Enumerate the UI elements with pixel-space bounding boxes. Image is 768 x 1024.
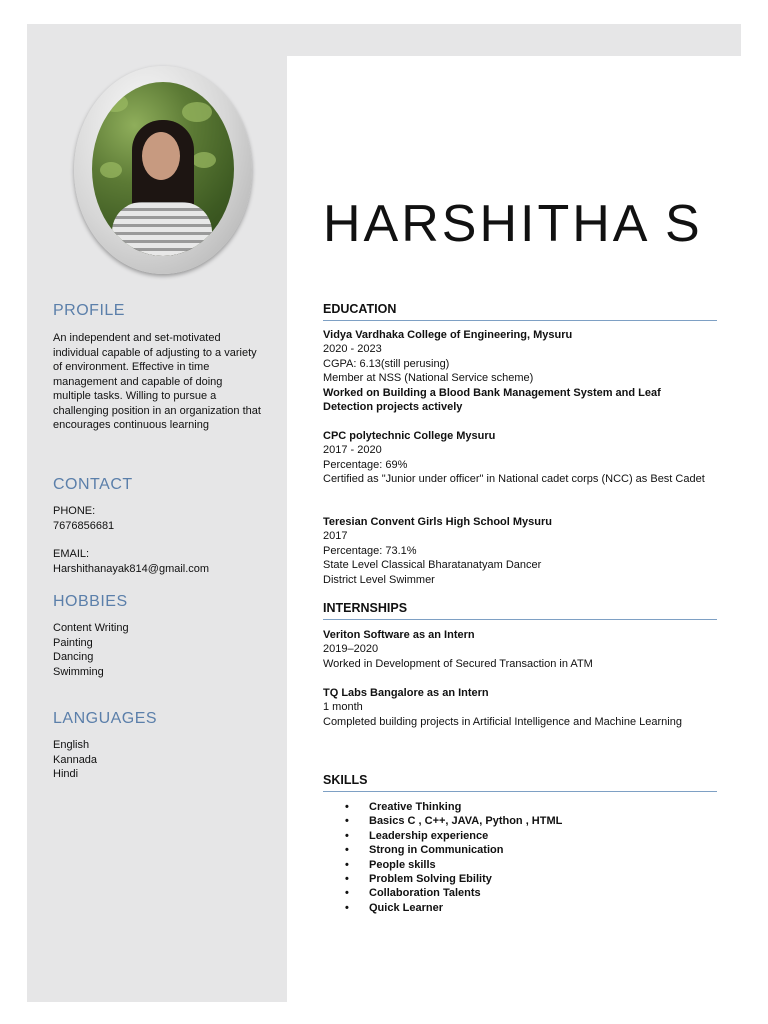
email-value: Harshithanayak814@gmail.com (53, 562, 210, 575)
skill-item: • Creative Thinking (345, 800, 562, 814)
profile-photo (92, 82, 234, 256)
education-line: CGPA: 6.13(still perusing) (323, 357, 450, 370)
hobbies-list (53, 621, 263, 679)
education-line: District Level Swimmer (323, 573, 435, 586)
education-entry (323, 515, 723, 587)
skill-item: • Quick Learner (345, 901, 562, 915)
skill-item: • Basics C , C++, JAVA, Python , HTML (345, 814, 562, 828)
skill-item: • People skills (345, 858, 562, 872)
hobby-item: Content Writing (53, 622, 129, 634)
skill-item: • Leadership experience (345, 829, 562, 843)
school-name: Teresian Convent Girls High School Mysuru (323, 516, 553, 528)
internship-line: 1 month (323, 701, 363, 714)
languages-heading: LANGUAGES (53, 710, 158, 727)
skill-item: • Strong in Communication (345, 843, 562, 857)
skills-list (345, 800, 562, 915)
language-item: Kannada (53, 753, 98, 766)
education-entry (323, 429, 723, 487)
education-line: 2017 - 2020 (323, 444, 382, 457)
education-heading: EDUCATION (323, 302, 717, 321)
contact-block (53, 504, 263, 576)
skills-heading: SKILLS (323, 773, 717, 792)
profile-heading: PROFILE (53, 302, 125, 319)
skill-item: • Problem Solving Ebility (345, 872, 562, 886)
email-label: EMAIL: (53, 548, 90, 560)
phone-value: 7676856681 (53, 519, 115, 532)
education-line: Member at NSS (National Service scheme) (323, 372, 534, 385)
school-name: Vidya Vardhaka College of Engineering, Mysuru (323, 329, 573, 341)
language-item: Hindi (53, 768, 79, 780)
internships-heading: INTERNSHIPS (323, 601, 717, 620)
header-curve (287, 56, 377, 146)
education-line: Percentage: 73.1% (323, 544, 417, 557)
internship-line: Completed building projects in Artificial Intelligence and Machine Learning (323, 715, 682, 728)
language-item: English (53, 739, 90, 751)
hobby-item: Painting (53, 636, 93, 649)
education-line: 2017 (323, 530, 348, 543)
header-band (287, 24, 741, 56)
languages-list (53, 738, 263, 782)
internship-line: 2019–2020 (323, 643, 379, 656)
internship-entry (323, 686, 723, 729)
phone-label: PHONE: (53, 505, 96, 517)
school-name: CPC polytechnic College Mysuru (323, 430, 496, 442)
internship-line: Worked in Development of Secured Transaction in ATM (323, 657, 593, 670)
hobbies-heading: HOBBIES (53, 593, 128, 610)
candidate-name: HARSHITHA S (323, 195, 703, 253)
education-line: State Level Classical Bharatanatyam Dancer (323, 559, 542, 572)
education-line: 2020 - 2023 (323, 343, 382, 356)
education-highlight: Worked on Building a Blood Bank Management System and Leaf Detection projects actively (323, 386, 661, 414)
education-entry (323, 328, 723, 414)
hobby-item: Dancing (53, 651, 94, 663)
education-line: Percentage: 69% (323, 458, 408, 471)
internship-title: TQ Labs Bangalore as an Intern (323, 687, 489, 699)
internship-title: Veriton Software as an Intern (323, 629, 475, 641)
contact-heading: CONTACT (53, 476, 133, 493)
internship-entry (323, 628, 723, 671)
skill-item: • Collaboration Talents (345, 886, 562, 900)
education-line: Certified as "Junior under officer" in National cadet corps (NCC) as Best Cadet (323, 473, 705, 486)
profile-text: An independent and set-motivated individual capable of adjusting to a variety of environment. Effective in time management and capable of doing multiple tasks. Willing to pursue a challenging position in an organization that encourages continuous learning (53, 332, 261, 431)
hobby-item: Swimming (53, 665, 104, 678)
